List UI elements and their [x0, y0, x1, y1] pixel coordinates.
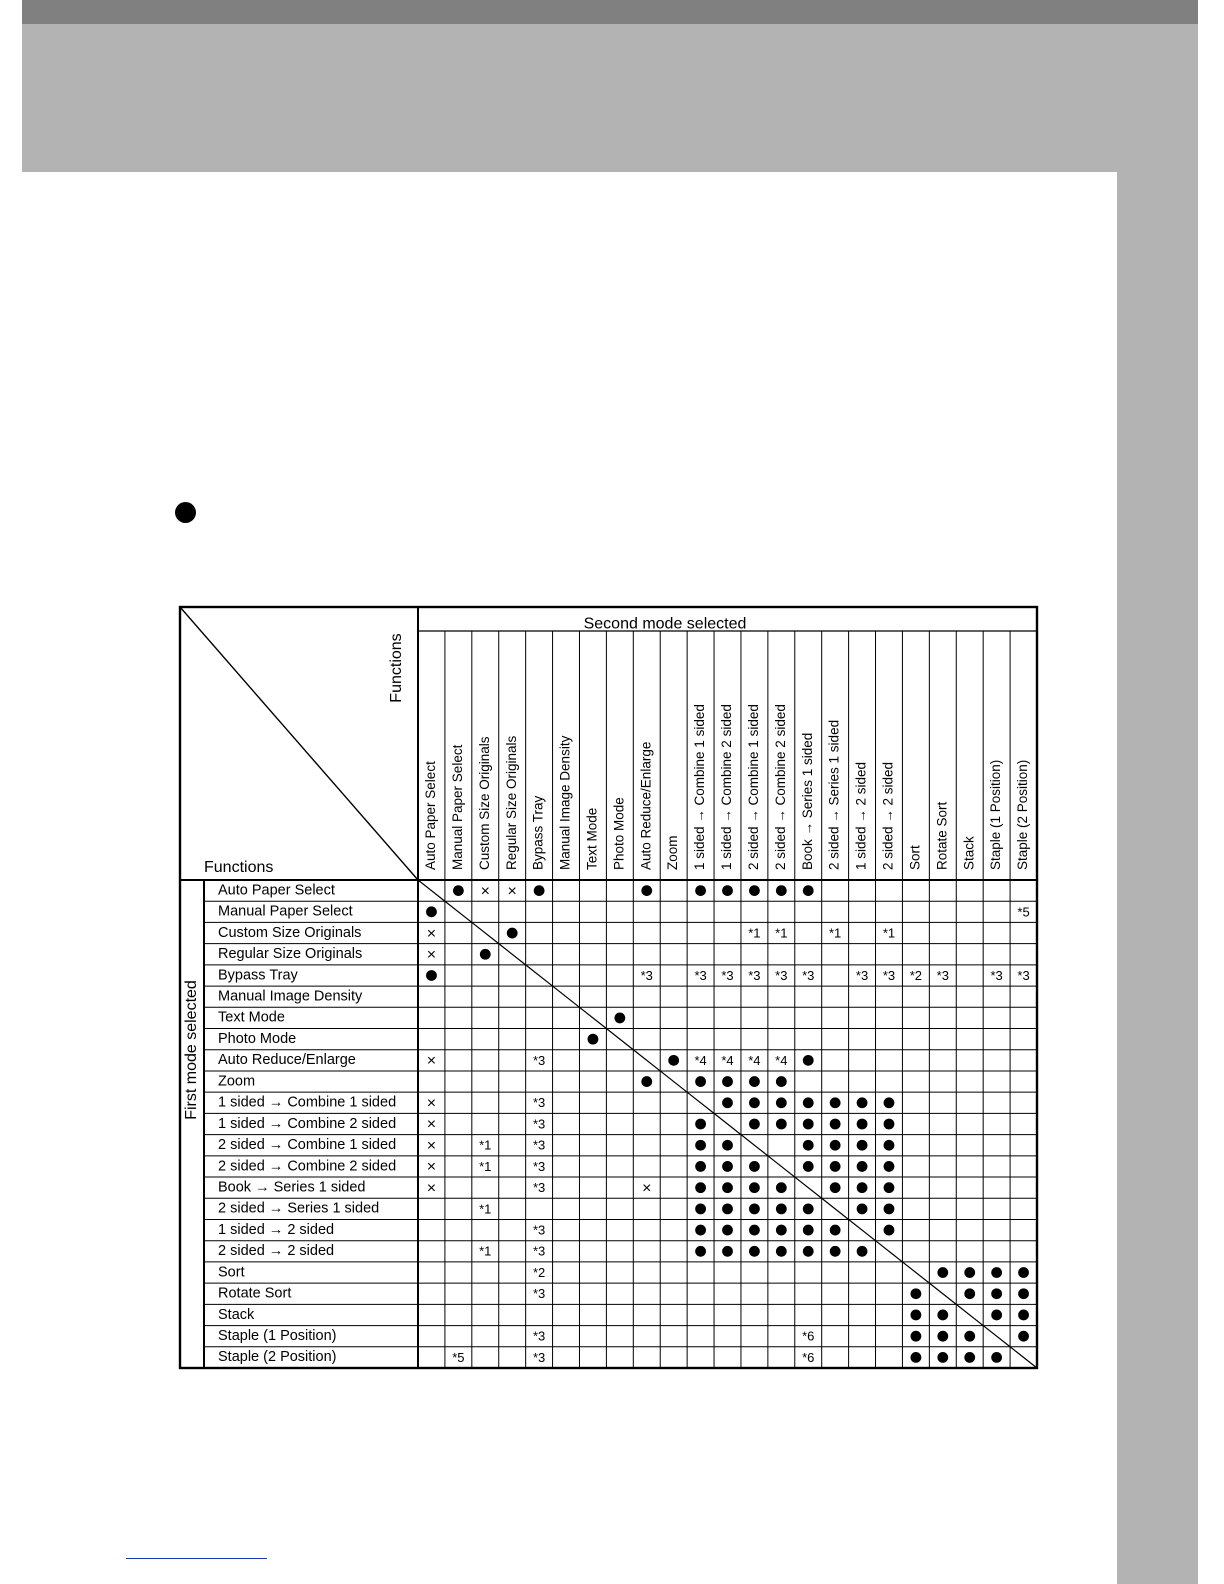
- diagonal-cell: [983, 1326, 1010, 1347]
- note-reference: *1: [882, 925, 896, 941]
- compatible-dot-icon: [722, 1161, 733, 1172]
- row-header-label: 1 sided → 2 sided: [218, 1221, 335, 1238]
- row-header-label: 2 sided → 2 sided: [218, 1243, 335, 1260]
- note-reference: *3: [532, 1222, 546, 1238]
- note-reference: *4: [721, 1052, 734, 1068]
- diagonal-cell: [956, 1304, 983, 1325]
- compatible-dot-icon: [1018, 1331, 1029, 1342]
- note-reference: *3: [855, 967, 869, 983]
- compatible-dot-icon: [453, 885, 464, 896]
- compatible-dot-icon: [1018, 1267, 1029, 1278]
- column-header-label: 1 sided → Combine 1 sided: [692, 704, 708, 870]
- note-reference: *4: [748, 1052, 761, 1068]
- diagonal-cell: [687, 1092, 714, 1113]
- corner-functions-row-label: Functions: [204, 859, 274, 877]
- compatible-dot-icon: [776, 1076, 787, 1087]
- column-headers: [423, 704, 1030, 870]
- diagonal-cell: [876, 1241, 903, 1262]
- incompatible-mark: ×: [426, 1179, 437, 1197]
- compatible-dot-icon: [695, 1076, 706, 1087]
- row-header-label: 2 sided → Combine 2 sided: [218, 1158, 397, 1175]
- compatible-dot-icon: [830, 1246, 841, 1257]
- note-reference: *1: [748, 925, 761, 941]
- compatible-dot-icon: [884, 1161, 895, 1172]
- note-reference: *3: [532, 1052, 546, 1068]
- compatible-dot-icon: [803, 1161, 814, 1172]
- note-reference: *3: [532, 1158, 546, 1174]
- compatible-dot-icon: [695, 1161, 706, 1172]
- compatible-dot-icon: [480, 949, 491, 960]
- compatible-dot-icon: [964, 1288, 975, 1299]
- compatible-dot-icon: [695, 1140, 706, 1151]
- diagonal-cell: [445, 901, 472, 922]
- row-header-label: Custom Size Originals: [218, 924, 362, 941]
- note-reference: *3: [532, 1349, 546, 1365]
- diagonal-cell: [795, 1177, 822, 1198]
- note-reference: *3: [936, 967, 949, 983]
- compatible-dot-icon: [749, 1161, 760, 1172]
- compatible-dot-icon: [722, 1076, 733, 1087]
- note-reference: *2: [532, 1264, 546, 1280]
- compatible-dot-icon: [588, 1034, 599, 1045]
- compatible-dot-icon: [857, 1140, 868, 1151]
- compatible-dot-icon: [991, 1288, 1002, 1299]
- column-header-label: Photo Mode: [611, 797, 627, 870]
- compatible-dot-icon: [695, 885, 706, 896]
- compatible-dot-icon: [722, 1097, 733, 1108]
- compatible-dot-icon: [722, 885, 733, 896]
- compatible-dot-icon: [830, 1097, 841, 1108]
- row-header-label: Photo Mode: [218, 1030, 297, 1047]
- diagonal-cell: [929, 1283, 956, 1304]
- diagonal-cell: [1010, 1347, 1037, 1368]
- compatible-dot-icon: [857, 1203, 868, 1214]
- column-header-label: Sort: [907, 845, 923, 870]
- incompatible-mark: ×: [426, 1052, 437, 1070]
- row-header-label: Bypass Tray: [218, 967, 298, 984]
- column-header-label: Stack: [961, 836, 977, 870]
- note-reference: *3: [1017, 967, 1030, 983]
- note-reference: *2: [909, 967, 923, 983]
- compatible-dot-icon: [803, 1055, 814, 1066]
- row-header-label: 2 sided → Series 1 sided: [218, 1200, 380, 1217]
- compatible-dot-icon: [857, 1182, 868, 1193]
- column-header-label: Staple (2 Position): [1015, 759, 1031, 870]
- column-header-label: Staple (1 Position): [988, 759, 1004, 870]
- compatible-dot-icon: [695, 1119, 706, 1130]
- incompatible-mark: ×: [426, 1095, 437, 1113]
- compatible-dot-icon: [749, 1119, 760, 1130]
- compatible-dot-icon: [776, 1119, 787, 1130]
- row-header-label: Book → Series 1 sided: [218, 1179, 366, 1196]
- compatible-dot-icon: [722, 1203, 733, 1214]
- column-header-label: 2 sided → Combine 1 sided: [745, 704, 761, 870]
- compatible-dot-icon: [857, 1161, 868, 1172]
- incompatible-mark: ×: [426, 946, 437, 964]
- note-reference: *3: [532, 1243, 546, 1259]
- incompatible-mark: ×: [426, 1158, 437, 1176]
- column-header-label: Custom Size Originals: [476, 736, 492, 870]
- compatible-dot-icon: [534, 885, 545, 896]
- diagonal-cell: [768, 1156, 795, 1177]
- incompatible-mark: ×: [642, 1179, 652, 1197]
- compatible-dot-icon: [776, 1097, 787, 1108]
- compatible-dot-icon: [695, 1182, 706, 1193]
- compatible-dot-icon: [722, 1246, 733, 1257]
- row-header-label: 1 sided → Combine 1 sided: [218, 1094, 397, 1111]
- column-header-label: Rotate Sort: [934, 801, 950, 870]
- compatible-dot-icon: [426, 906, 437, 917]
- compatible-dot-icon: [830, 1161, 841, 1172]
- row-header-label: 1 sided → Combine 2 sided: [218, 1115, 397, 1132]
- compatible-dot-icon: [830, 1225, 841, 1236]
- row-header-label: Rotate Sort: [218, 1285, 292, 1302]
- row-header-label: Regular Size Originals: [218, 946, 363, 963]
- note-reference: *4: [775, 1052, 788, 1068]
- diagonal-cell: [633, 1050, 660, 1071]
- compatible-dot-icon: [776, 1246, 787, 1257]
- compatible-dot-icon: [910, 1352, 921, 1363]
- note-reference: *3: [532, 1180, 546, 1196]
- note-reference: *3: [775, 967, 788, 983]
- second-mode-label: Second mode selected: [583, 615, 747, 633]
- compatible-dot-icon: [937, 1331, 948, 1342]
- compatible-dot-icon: [614, 1013, 625, 1024]
- compatible-dot-icon: [507, 928, 518, 939]
- matrix-cells: [418, 880, 1037, 1368]
- corner-diagonal: [180, 607, 418, 880]
- column-header-label: Bypass Tray: [530, 795, 546, 870]
- compatible-dot-icon: [910, 1331, 921, 1342]
- compatible-dot-icon: [803, 1119, 814, 1130]
- compatible-dot-icon: [641, 885, 652, 896]
- compatible-dot-icon: [830, 1182, 841, 1193]
- row-header-label: 2 sided → Combine 1 sided: [218, 1137, 397, 1154]
- compatible-dot-icon: [964, 1352, 975, 1363]
- note-reference: *3: [532, 1116, 546, 1132]
- column-header-label: Regular Size Originals: [503, 735, 519, 870]
- compatible-dot-icon: [803, 885, 814, 896]
- diagonal-cell: [741, 1135, 768, 1156]
- note-reference: *3: [532, 1095, 546, 1111]
- compatible-dot-icon: [668, 1055, 679, 1066]
- compatible-dot-icon: [884, 1203, 895, 1214]
- compatible-dot-icon: [776, 1225, 787, 1236]
- row-header-label: Staple (2 Position): [218, 1349, 337, 1366]
- compatible-dot-icon: [749, 1097, 760, 1108]
- compatible-dot-icon: [857, 1246, 868, 1257]
- compatible-dot-icon: [776, 1182, 787, 1193]
- note-reference: *5: [452, 1349, 465, 1365]
- note-reference: *1: [829, 925, 842, 941]
- diagonal-cell: [606, 1029, 633, 1050]
- note-reference: *3: [532, 1286, 546, 1302]
- diagonal-cell: [472, 922, 499, 943]
- incompatible-mark: ×: [507, 882, 517, 900]
- compatible-dot-icon: [695, 1203, 706, 1214]
- compatible-dot-icon: [722, 1140, 733, 1151]
- diagonal-cell: [499, 944, 526, 965]
- column-header-label: Manual Image Density: [557, 735, 573, 870]
- compatible-dot-icon: [991, 1352, 1002, 1363]
- note-reference: *1: [775, 925, 788, 941]
- column-header-label: 2 sided → Combine 2 sided: [772, 704, 788, 870]
- compatible-dot-icon: [991, 1310, 1002, 1321]
- compatible-dot-icon: [749, 1246, 760, 1257]
- row-header-label: Staple (1 Position): [218, 1328, 337, 1345]
- compatible-dot-icon: [937, 1352, 948, 1363]
- compatible-dot-icon: [1018, 1310, 1029, 1321]
- compatible-dot-icon: [749, 885, 760, 896]
- note-reference: *3: [802, 967, 815, 983]
- compatible-dot-icon: [910, 1288, 921, 1299]
- note-reference: *3: [990, 967, 1003, 983]
- column-header-label: Text Mode: [584, 807, 600, 870]
- note-reference: *1: [479, 1158, 492, 1174]
- compatible-dot-icon: [426, 970, 437, 981]
- note-reference: *3: [640, 967, 653, 983]
- compatible-dot-icon: [857, 1097, 868, 1108]
- row-header-label: Sort: [218, 1264, 245, 1281]
- compatible-dot-icon: [749, 1225, 760, 1236]
- compatible-dot-icon: [749, 1182, 760, 1193]
- compatible-dot-icon: [776, 1203, 787, 1214]
- diagonal-cell: [714, 1113, 741, 1134]
- note-reference: *5: [1017, 904, 1030, 920]
- note-reference: *1: [479, 1201, 492, 1217]
- column-header-label: Auto Paper Select: [423, 761, 439, 870]
- note-reference: *3: [694, 967, 707, 983]
- compatible-dot-icon: [695, 1225, 706, 1236]
- column-header-label: 2 sided → Series 1 sided: [826, 719, 842, 870]
- incompatible-mark: ×: [426, 1116, 437, 1134]
- diagonal-cell: [553, 986, 580, 1007]
- compatible-dot-icon: [803, 1246, 814, 1257]
- diagonal-cell: [660, 1071, 687, 1092]
- compatible-dot-icon: [803, 1097, 814, 1108]
- note-reference: *3: [532, 1328, 546, 1344]
- compatible-dot-icon: [830, 1140, 841, 1151]
- row-header-label: Auto Paper Select: [218, 882, 335, 899]
- diagonal-cell: [526, 965, 553, 986]
- compatible-dot-icon: [722, 1225, 733, 1236]
- compatible-dot-icon: [964, 1267, 975, 1278]
- compatible-dot-icon: [695, 1246, 706, 1257]
- incompatible-mark: ×: [480, 882, 490, 900]
- column-header-label: Book → Series 1 sided: [799, 732, 815, 870]
- compatible-dot-icon: [884, 1097, 895, 1108]
- incompatible-mark: ×: [426, 1137, 437, 1155]
- row-headers: [218, 882, 396, 1365]
- compatible-dot-icon: [910, 1310, 921, 1321]
- compatible-dot-icon: [1018, 1288, 1029, 1299]
- note-reference: *4: [694, 1052, 707, 1068]
- first-mode-label: First mode selected: [183, 980, 201, 1120]
- row-header-label: Zoom: [218, 1073, 256, 1090]
- compatible-dot-icon: [937, 1310, 948, 1321]
- column-header-label: Zoom: [665, 835, 681, 870]
- diagonal-cell: [902, 1262, 929, 1283]
- column-header-label: Auto Reduce/Enlarge: [638, 741, 654, 870]
- compatible-dot-icon: [884, 1182, 895, 1193]
- row-header-label: Manual Image Density: [218, 988, 363, 1005]
- compatible-dot-icon: [884, 1225, 895, 1236]
- compatible-dot-icon: [803, 1203, 814, 1214]
- note-reference: *3: [532, 1137, 546, 1153]
- compatible-dot-icon: [884, 1140, 895, 1151]
- compatible-dot-icon: [830, 1119, 841, 1130]
- compatible-dot-icon: [776, 885, 787, 896]
- diagonal-cell: [822, 1198, 849, 1219]
- row-header-label: Manual Paper Select: [218, 903, 353, 920]
- row-header-label: Auto Reduce/Enlarge: [218, 1052, 356, 1069]
- diagonal-cell: [579, 1007, 606, 1028]
- compatible-dot-icon: [722, 1182, 733, 1193]
- note-reference: *1: [479, 1137, 492, 1153]
- compatible-dot-icon: [991, 1267, 1002, 1278]
- column-header-label: 1 sided → Combine 2 sided: [719, 704, 735, 870]
- note-reference: *1: [479, 1243, 492, 1259]
- compatible-dot-icon: [964, 1331, 975, 1342]
- note-reference: *3: [882, 967, 896, 983]
- compatible-dot-icon: [749, 1076, 760, 1087]
- row-header-label: Stack: [218, 1306, 255, 1323]
- column-header-label: 2 sided → 2 sided: [880, 761, 896, 870]
- note-reference: *6: [802, 1349, 815, 1365]
- note-reference: *3: [748, 967, 761, 983]
- compatible-dot-icon: [641, 1076, 652, 1087]
- corner-functions-column-label: Functions: [388, 633, 406, 703]
- note-reference: *3: [721, 967, 734, 983]
- compatible-dot-icon: [803, 1225, 814, 1236]
- diagonal-cell: [418, 880, 445, 901]
- diagonal-cell: [849, 1219, 876, 1240]
- compatible-dot-icon: [857, 1119, 868, 1130]
- column-header-label: 1 sided → 2 sided: [853, 761, 869, 870]
- compatible-dot-icon: [937, 1267, 948, 1278]
- compatible-dot-icon: [803, 1140, 814, 1151]
- compatible-dot-icon: [884, 1119, 895, 1130]
- column-header-label: Manual Paper Select: [449, 744, 465, 870]
- footnote-rule: [126, 1558, 267, 1559]
- compatible-dot-icon: [749, 1203, 760, 1214]
- row-header-label: Text Mode: [218, 1009, 285, 1026]
- incompatible-mark: ×: [426, 925, 437, 943]
- note-reference: *6: [802, 1328, 815, 1344]
